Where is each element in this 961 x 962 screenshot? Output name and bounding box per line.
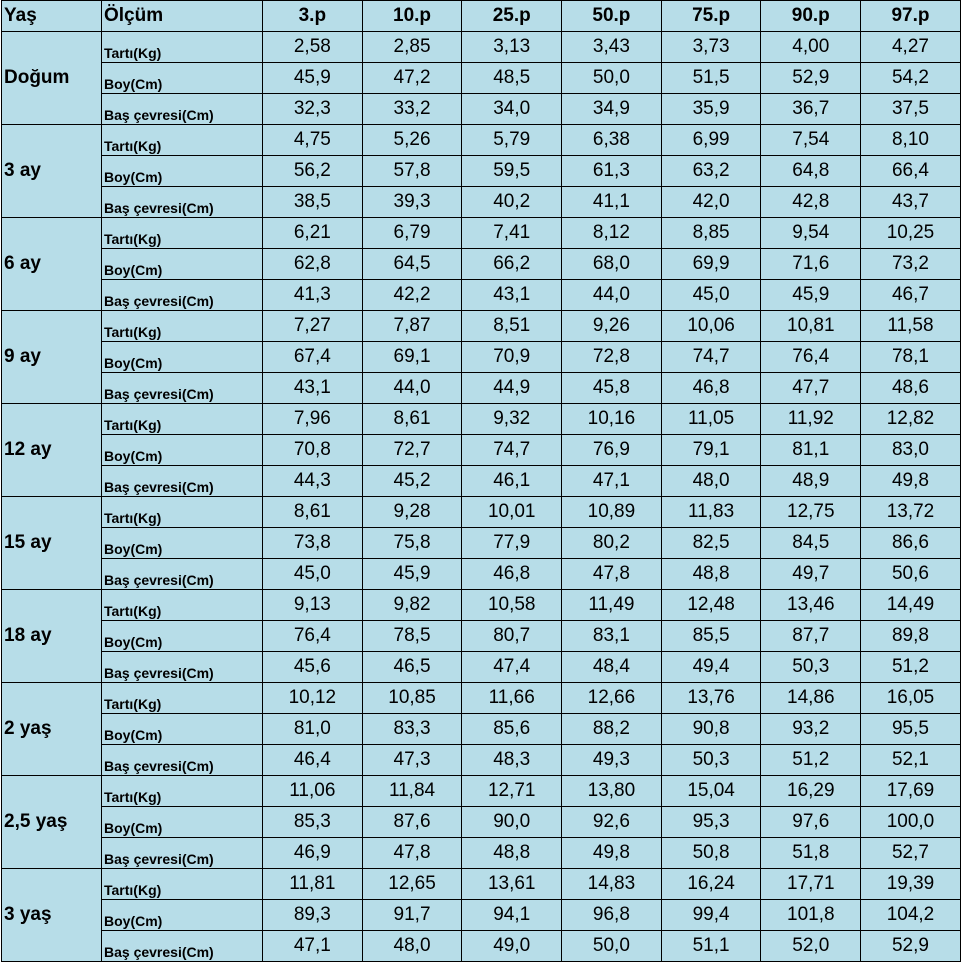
percentile-value-cell: 62,8 (263, 249, 363, 280)
percentile-value-cell: 71,6 (761, 249, 861, 280)
percentile-value-cell: 12,65 (362, 869, 462, 900)
table-row (2, 745, 961, 776)
measurement-label: Baş çevresi(Cm) (102, 94, 263, 125)
percentile-value-cell: 73,8 (263, 528, 363, 559)
percentile-value-cell: 64,8 (761, 156, 861, 187)
percentile-value-cell: 94,1 (462, 900, 562, 931)
measurement-label: Tartı(Kg) (102, 32, 263, 63)
age-group-label: 9 ay (2, 311, 102, 404)
table-row (2, 63, 961, 94)
percentile-value-cell: 87,7 (761, 621, 861, 652)
percentile-value-cell: 47,1 (562, 466, 662, 497)
percentile-value-cell: 7,96 (263, 404, 363, 435)
percentile-value-cell: 4,75 (263, 125, 363, 156)
percentile-value-cell: 76,4 (761, 342, 861, 373)
percentile-value-cell: 8,51 (462, 311, 562, 342)
percentile-value-cell: 56,2 (263, 156, 363, 187)
percentile-value-cell: 81,1 (761, 435, 861, 466)
measurement-label: Baş çevresi(Cm) (102, 838, 263, 869)
table-body (2, 32, 961, 962)
percentile-value-cell: 47,1 (263, 931, 363, 962)
percentile-value-cell: 70,9 (462, 342, 562, 373)
measurement-label: Tartı(Kg) (102, 218, 263, 249)
percentile-value-cell: 43,1 (263, 373, 363, 404)
percentile-value-cell: 13,72 (861, 497, 961, 528)
percentile-value-cell: 40,2 (462, 187, 562, 218)
header-p50: 50.p (562, 1, 662, 32)
table-row (2, 466, 961, 497)
percentile-value-cell: 90,0 (462, 807, 562, 838)
measurement-label: Tartı(Kg) (102, 311, 263, 342)
percentile-value-cell: 42,8 (761, 187, 861, 218)
percentile-value-cell: 85,3 (263, 807, 363, 838)
age-group-label: 18 ay (2, 590, 102, 683)
percentile-value-cell: 51,2 (861, 652, 961, 683)
percentile-value-cell: 78,5 (362, 621, 462, 652)
percentile-value-cell: 6,21 (263, 218, 363, 249)
percentile-value-cell: 14,49 (861, 590, 961, 621)
percentile-value-cell: 13,80 (562, 776, 662, 807)
percentile-value-cell: 16,24 (661, 869, 761, 900)
percentile-value-cell: 57,8 (362, 156, 462, 187)
percentile-value-cell: 90,8 (661, 714, 761, 745)
percentile-value-cell: 66,4 (861, 156, 961, 187)
percentile-value-cell: 52,0 (761, 931, 861, 962)
table-row (2, 94, 961, 125)
percentile-value-cell: 11,06 (263, 776, 363, 807)
table-row (2, 187, 961, 218)
percentile-value-cell: 48,8 (462, 838, 562, 869)
header-p10: 10.p (362, 1, 462, 32)
percentile-value-cell: 3,73 (661, 32, 761, 63)
percentile-value-cell: 72,8 (562, 342, 662, 373)
measurement-label: Boy(Cm) (102, 528, 263, 559)
percentile-value-cell: 51,8 (761, 838, 861, 869)
percentile-value-cell: 66,2 (462, 249, 562, 280)
measurement-label: Boy(Cm) (102, 621, 263, 652)
percentile-value-cell: 68,0 (562, 249, 662, 280)
percentile-value-cell: 45,9 (362, 559, 462, 590)
percentile-value-cell: 76,4 (263, 621, 363, 652)
header-p25: 25.p (462, 1, 562, 32)
table-row (2, 32, 961, 63)
measurement-label: Tartı(Kg) (102, 125, 263, 156)
percentile-value-cell: 76,9 (562, 435, 662, 466)
percentile-value-cell: 13,46 (761, 590, 861, 621)
percentile-value-cell: 42,2 (362, 280, 462, 311)
percentile-value-cell: 46,5 (362, 652, 462, 683)
percentile-value-cell: 59,5 (462, 156, 562, 187)
percentile-value-cell: 89,3 (263, 900, 363, 931)
percentile-value-cell: 49,0 (462, 931, 562, 962)
percentile-value-cell: 34,9 (562, 94, 662, 125)
percentile-value-cell: 48,8 (661, 559, 761, 590)
table-row (2, 125, 961, 156)
percentile-value-cell: 51,1 (661, 931, 761, 962)
table-row (2, 714, 961, 745)
percentile-value-cell: 75,8 (362, 528, 462, 559)
percentile-value-cell: 43,1 (462, 280, 562, 311)
measurement-label: Boy(Cm) (102, 714, 263, 745)
percentile-value-cell: 16,29 (761, 776, 861, 807)
percentile-value-cell: 45,2 (362, 466, 462, 497)
percentile-value-cell: 74,7 (661, 342, 761, 373)
percentile-value-cell: 7,87 (362, 311, 462, 342)
percentile-value-cell: 10,01 (462, 497, 562, 528)
table-row (2, 590, 961, 621)
table-row (2, 373, 961, 404)
percentile-value-cell: 47,4 (462, 652, 562, 683)
percentile-value-cell: 2,85 (362, 32, 462, 63)
measurement-label: Baş çevresi(Cm) (102, 373, 263, 404)
percentile-value-cell: 48,9 (761, 466, 861, 497)
measurement-label: Baş çevresi(Cm) (102, 931, 263, 962)
percentile-value-cell: 8,61 (362, 404, 462, 435)
percentile-value-cell: 19,39 (861, 869, 961, 900)
header-row (2, 1, 961, 32)
percentile-value-cell: 85,6 (462, 714, 562, 745)
table-row (2, 435, 961, 466)
percentile-value-cell: 43,7 (861, 187, 961, 218)
measurement-label: Baş çevresi(Cm) (102, 559, 263, 590)
table-row (2, 683, 961, 714)
percentile-value-cell: 77,9 (462, 528, 562, 559)
table-row (2, 497, 961, 528)
percentile-value-cell: 10,25 (861, 218, 961, 249)
measurement-label: Baş çevresi(Cm) (102, 652, 263, 683)
table-row (2, 249, 961, 280)
percentile-value-cell: 9,26 (562, 311, 662, 342)
table-row (2, 218, 961, 249)
percentile-value-cell: 39,3 (362, 187, 462, 218)
percentile-value-cell: 48,0 (362, 931, 462, 962)
percentile-value-cell: 47,2 (362, 63, 462, 94)
percentile-value-cell: 47,8 (562, 559, 662, 590)
percentile-value-cell: 46,7 (861, 280, 961, 311)
percentile-value-cell: 48,3 (462, 745, 562, 776)
measurement-label: Boy(Cm) (102, 63, 263, 94)
percentile-value-cell: 45,0 (661, 280, 761, 311)
percentile-value-cell: 64,5 (362, 249, 462, 280)
percentile-value-cell: 51,5 (661, 63, 761, 94)
percentile-value-cell: 83,0 (861, 435, 961, 466)
age-group-label: 2,5 yaş (2, 776, 102, 869)
percentile-value-cell: 2,58 (263, 32, 363, 63)
age-group-label: 12 ay (2, 404, 102, 497)
percentile-value-cell: 85,5 (661, 621, 761, 652)
percentile-value-cell: 44,0 (562, 280, 662, 311)
age-group-label: 3 ay (2, 125, 102, 218)
percentile-value-cell: 52,7 (861, 838, 961, 869)
percentile-value-cell: 13,61 (462, 869, 562, 900)
percentile-value-cell: 9,32 (462, 404, 562, 435)
percentile-value-cell: 47,8 (362, 838, 462, 869)
measurement-label: Tartı(Kg) (102, 683, 263, 714)
percentile-value-cell: 44,3 (263, 466, 363, 497)
percentile-value-cell: 41,3 (263, 280, 363, 311)
growth-percentile-table (1, 0, 961, 962)
percentile-value-cell: 7,27 (263, 311, 363, 342)
percentile-value-cell: 12,66 (562, 683, 662, 714)
percentile-value-cell: 95,3 (661, 807, 761, 838)
percentile-value-cell: 52,9 (761, 63, 861, 94)
percentile-value-cell: 9,13 (263, 590, 363, 621)
age-group-label: Doğum (2, 32, 102, 125)
percentile-value-cell: 84,5 (761, 528, 861, 559)
percentile-value-cell: 17,71 (761, 869, 861, 900)
percentile-value-cell: 13,76 (661, 683, 761, 714)
percentile-value-cell: 67,4 (263, 342, 363, 373)
percentile-value-cell: 80,7 (462, 621, 562, 652)
percentile-value-cell: 42,0 (661, 187, 761, 218)
table-row (2, 931, 961, 962)
percentile-value-cell: 11,58 (861, 311, 961, 342)
percentile-value-cell: 48,5 (462, 63, 562, 94)
table-row (2, 838, 961, 869)
table-row (2, 342, 961, 373)
percentile-value-cell: 3,43 (562, 32, 662, 63)
percentile-value-cell: 9,82 (362, 590, 462, 621)
percentile-value-cell: 69,1 (362, 342, 462, 373)
table-row (2, 621, 961, 652)
measurement-label: Tartı(Kg) (102, 869, 263, 900)
percentile-value-cell: 72,7 (362, 435, 462, 466)
percentile-value-cell: 49,8 (562, 838, 662, 869)
measurement-label: Boy(Cm) (102, 249, 263, 280)
table-row (2, 559, 961, 590)
percentile-value-cell: 12,71 (462, 776, 562, 807)
percentile-value-cell: 16,05 (861, 683, 961, 714)
percentile-value-cell: 11,83 (661, 497, 761, 528)
percentile-value-cell: 95,5 (861, 714, 961, 745)
percentile-value-cell: 81,0 (263, 714, 363, 745)
measurement-label: Tartı(Kg) (102, 776, 263, 807)
percentile-value-cell: 50,0 (562, 931, 662, 962)
percentile-value-cell: 89,8 (861, 621, 961, 652)
percentile-value-cell: 8,12 (562, 218, 662, 249)
percentile-value-cell: 46,8 (661, 373, 761, 404)
percentile-value-cell: 14,83 (562, 869, 662, 900)
percentile-value-cell: 83,3 (362, 714, 462, 745)
percentile-value-cell: 12,82 (861, 404, 961, 435)
percentile-value-cell: 87,6 (362, 807, 462, 838)
header-p90: 90.p (761, 1, 861, 32)
age-group-label: 3 yaş (2, 869, 102, 962)
table-row (2, 776, 961, 807)
percentile-value-cell: 10,58 (462, 590, 562, 621)
percentile-value-cell: 10,89 (562, 497, 662, 528)
percentile-value-cell: 54,2 (861, 63, 961, 94)
header-p3: 3.p (263, 1, 363, 32)
percentile-value-cell: 70,8 (263, 435, 363, 466)
percentile-value-cell: 73,2 (861, 249, 961, 280)
percentile-value-cell: 50,3 (661, 745, 761, 776)
percentile-value-cell: 96,8 (562, 900, 662, 931)
percentile-value-cell: 101,8 (761, 900, 861, 931)
percentile-value-cell: 91,7 (362, 900, 462, 931)
percentile-value-cell: 49,8 (861, 466, 961, 497)
percentile-value-cell: 48,6 (861, 373, 961, 404)
percentile-value-cell: 9,54 (761, 218, 861, 249)
percentile-value-cell: 11,66 (462, 683, 562, 714)
table-row (2, 404, 961, 435)
measurement-label: Baş çevresi(Cm) (102, 466, 263, 497)
percentile-value-cell: 4,27 (861, 32, 961, 63)
table-row (2, 652, 961, 683)
percentile-value-cell: 47,3 (362, 745, 462, 776)
percentile-value-cell: 52,1 (861, 745, 961, 776)
header-measure: Ölçüm (102, 1, 263, 32)
percentile-value-cell: 86,6 (861, 528, 961, 559)
percentile-value-cell: 49,7 (761, 559, 861, 590)
table-row (2, 528, 961, 559)
percentile-value-cell: 61,3 (562, 156, 662, 187)
percentile-value-cell: 11,84 (362, 776, 462, 807)
percentile-value-cell: 51,2 (761, 745, 861, 776)
percentile-value-cell: 11,81 (263, 869, 363, 900)
percentile-value-cell: 3,13 (462, 32, 562, 63)
percentile-value-cell: 104,2 (861, 900, 961, 931)
percentile-value-cell: 80,2 (562, 528, 662, 559)
percentile-value-cell: 6,79 (362, 218, 462, 249)
percentile-value-cell: 52,9 (861, 931, 961, 962)
percentile-value-cell: 78,1 (861, 342, 961, 373)
percentile-value-cell: 11,92 (761, 404, 861, 435)
percentile-value-cell: 4,00 (761, 32, 861, 63)
percentile-value-cell: 33,2 (362, 94, 462, 125)
measurement-label: Tartı(Kg) (102, 404, 263, 435)
percentile-value-cell: 41,1 (562, 187, 662, 218)
percentile-value-cell: 8,85 (661, 218, 761, 249)
measurement-label: Tartı(Kg) (102, 590, 263, 621)
percentile-value-cell: 50,3 (761, 652, 861, 683)
percentile-value-cell: 44,0 (362, 373, 462, 404)
percentile-value-cell: 32,3 (263, 94, 363, 125)
percentile-value-cell: 45,0 (263, 559, 363, 590)
percentile-value-cell: 7,41 (462, 218, 562, 249)
percentile-value-cell: 10,12 (263, 683, 363, 714)
percentile-value-cell: 46,1 (462, 466, 562, 497)
percentile-value-cell: 10,06 (661, 311, 761, 342)
percentile-value-cell: 50,0 (562, 63, 662, 94)
percentile-value-cell: 7,54 (761, 125, 861, 156)
percentile-value-cell: 49,3 (562, 745, 662, 776)
percentile-value-cell: 34,0 (462, 94, 562, 125)
measurement-label: Baş çevresi(Cm) (102, 745, 263, 776)
percentile-value-cell: 12,75 (761, 497, 861, 528)
percentile-value-cell: 10,85 (362, 683, 462, 714)
table-row (2, 900, 961, 931)
percentile-value-cell: 10,16 (562, 404, 662, 435)
percentile-value-cell: 8,10 (861, 125, 961, 156)
percentile-value-cell: 49,4 (661, 652, 761, 683)
percentile-value-cell: 92,6 (562, 807, 662, 838)
percentile-value-cell: 50,6 (861, 559, 961, 590)
percentile-value-cell: 47,7 (761, 373, 861, 404)
measurement-label: Boy(Cm) (102, 900, 263, 931)
percentile-value-cell: 46,9 (263, 838, 363, 869)
percentile-value-cell: 45,9 (263, 63, 363, 94)
percentile-value-cell: 6,38 (562, 125, 662, 156)
percentile-value-cell: 83,1 (562, 621, 662, 652)
header-p97: 97.p (861, 1, 961, 32)
percentile-value-cell: 46,4 (263, 745, 363, 776)
percentile-value-cell: 93,2 (761, 714, 861, 745)
percentile-value-cell: 48,4 (562, 652, 662, 683)
table-row (2, 807, 961, 838)
percentile-value-cell: 9,28 (362, 497, 462, 528)
percentile-value-cell: 100,0 (861, 807, 961, 838)
table-row (2, 869, 961, 900)
age-group-label: 2 yaş (2, 683, 102, 776)
percentile-value-cell: 74,7 (462, 435, 562, 466)
measurement-label: Baş çevresi(Cm) (102, 187, 263, 218)
percentile-value-cell: 88,2 (562, 714, 662, 745)
percentile-value-cell: 50,8 (661, 838, 761, 869)
header-age: Yaş (2, 1, 102, 32)
measurement-label: Tartı(Kg) (102, 497, 263, 528)
percentile-value-cell: 79,1 (661, 435, 761, 466)
percentile-value-cell: 10,81 (761, 311, 861, 342)
percentile-value-cell: 45,8 (562, 373, 662, 404)
measurement-label: Boy(Cm) (102, 156, 263, 187)
percentile-value-cell: 14,86 (761, 683, 861, 714)
age-group-label: 15 ay (2, 497, 102, 590)
measurement-label: Baş çevresi(Cm) (102, 280, 263, 311)
percentile-value-cell: 46,8 (462, 559, 562, 590)
percentile-value-cell: 44,9 (462, 373, 562, 404)
age-group-label: 6 ay (2, 218, 102, 311)
percentile-value-cell: 35,9 (661, 94, 761, 125)
percentile-value-cell: 45,6 (263, 652, 363, 683)
table-row (2, 311, 961, 342)
measurement-label: Boy(Cm) (102, 435, 263, 466)
percentile-value-cell: 8,61 (263, 497, 363, 528)
percentile-value-cell: 11,49 (562, 590, 662, 621)
percentile-value-cell: 12,48 (661, 590, 761, 621)
percentile-value-cell: 17,69 (861, 776, 961, 807)
percentile-value-cell: 6,99 (661, 125, 761, 156)
header-p75: 75.p (661, 1, 761, 32)
percentile-value-cell: 5,79 (462, 125, 562, 156)
percentile-value-cell: 82,5 (661, 528, 761, 559)
percentile-value-cell: 36,7 (761, 94, 861, 125)
percentile-value-cell: 37,5 (861, 94, 961, 125)
percentile-value-cell: 48,0 (661, 466, 761, 497)
percentile-value-cell: 69,9 (661, 249, 761, 280)
percentile-value-cell: 99,4 (661, 900, 761, 931)
percentile-value-cell: 63,2 (661, 156, 761, 187)
table-row (2, 156, 961, 187)
percentile-value-cell: 45,9 (761, 280, 861, 311)
percentile-value-cell: 97,6 (761, 807, 861, 838)
measurement-label: Boy(Cm) (102, 342, 263, 373)
measurement-label: Boy(Cm) (102, 807, 263, 838)
table-row (2, 280, 961, 311)
percentile-value-cell: 5,26 (362, 125, 462, 156)
percentile-value-cell: 38,5 (263, 187, 363, 218)
percentile-value-cell: 11,05 (661, 404, 761, 435)
percentile-value-cell: 15,04 (661, 776, 761, 807)
